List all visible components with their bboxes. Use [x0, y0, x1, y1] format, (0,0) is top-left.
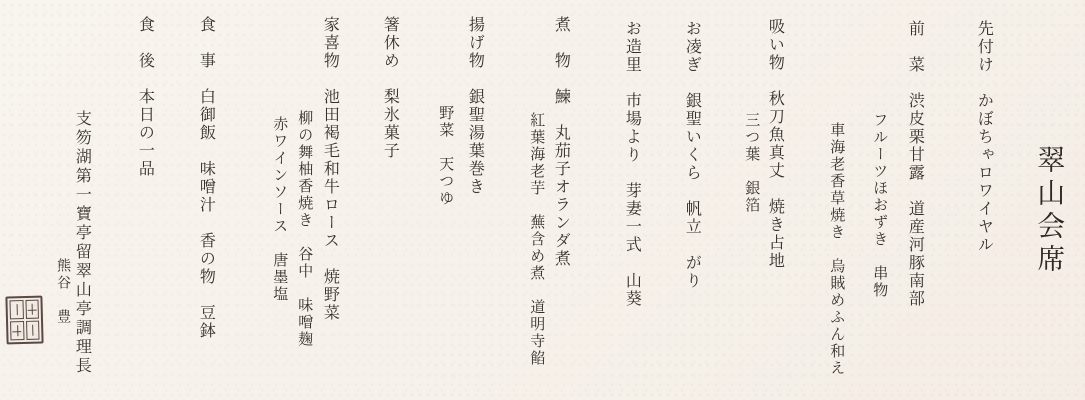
seal-glyph [26, 321, 40, 340]
menu-line-nimono-main: 煮 物 鰊 丸茄子オランダ煮 [552, 16, 572, 268]
menu-line-agemono-main: 揚げ物 銀聖湯葉巻き [466, 16, 486, 196]
chef-seal-stamp-icon [5, 296, 43, 345]
chef-name: 熊谷 豊 [55, 258, 72, 326]
menu-line-oshinogi: お凌ぎ 銀聖いくら 帆立 がり [683, 20, 703, 290]
seal-right-column [25, 300, 40, 340]
menu-line-suimono-main: 吸い物 秋刀魚真丈 焼き占地 [766, 18, 786, 270]
menu-line-nimono-sub: 紅葉海老芋 蕪含め煮 道明寺餡 [528, 112, 547, 367]
seal-left-column [9, 300, 24, 340]
menu-line-suimono-sub: 三つ葉 銀箔 [743, 112, 762, 214]
menu-line-otsukuri: お造里 市場より 芽妻一式 山葵 [623, 20, 643, 308]
menu-line-agemono-sub: 野菜 天つゆ [437, 105, 456, 207]
menu-line-yakimono-sub1: 柳の舞柚香焼き 谷中 味噌麹 [296, 110, 315, 348]
seal-glyph [9, 300, 23, 319]
restaurant-signature: 支笏湖第一寶亭留翠山亭調理長 [73, 110, 93, 376]
menu-line-sakizuke: 先付け かぼちゃロワイヤル [975, 20, 995, 254]
menu-line-shokugo: 食 後 本日の一品 [136, 16, 156, 178]
seal-glyph [10, 321, 24, 340]
menu-line-shokuji: 食 事 白御飯 味噌汁 香の物 豆鉢 [197, 16, 217, 340]
menu-line-zensai-main: 前 菜 渋皮栗甘露 道産河豚南部 [906, 20, 926, 308]
menu-line-yakimono-main: 家喜物 池田褐毛和牛ロース 焼野菜 [321, 16, 341, 322]
menu-line-zensai-sub2: 車海老香草焼き 烏賊めふん和え [828, 122, 847, 377]
menu-line-hashiyasume: 箸休め 梨氷菓子 [381, 16, 401, 160]
menu-line-zensai-sub1: フルーツほおずき 串物 [871, 112, 890, 299]
seal-glyph [25, 300, 39, 319]
menu-line-yakimono-sub2: 赤ワインソース 唐墨塩 [271, 116, 290, 303]
menu-title: 翠山会席 [1033, 145, 1067, 277]
